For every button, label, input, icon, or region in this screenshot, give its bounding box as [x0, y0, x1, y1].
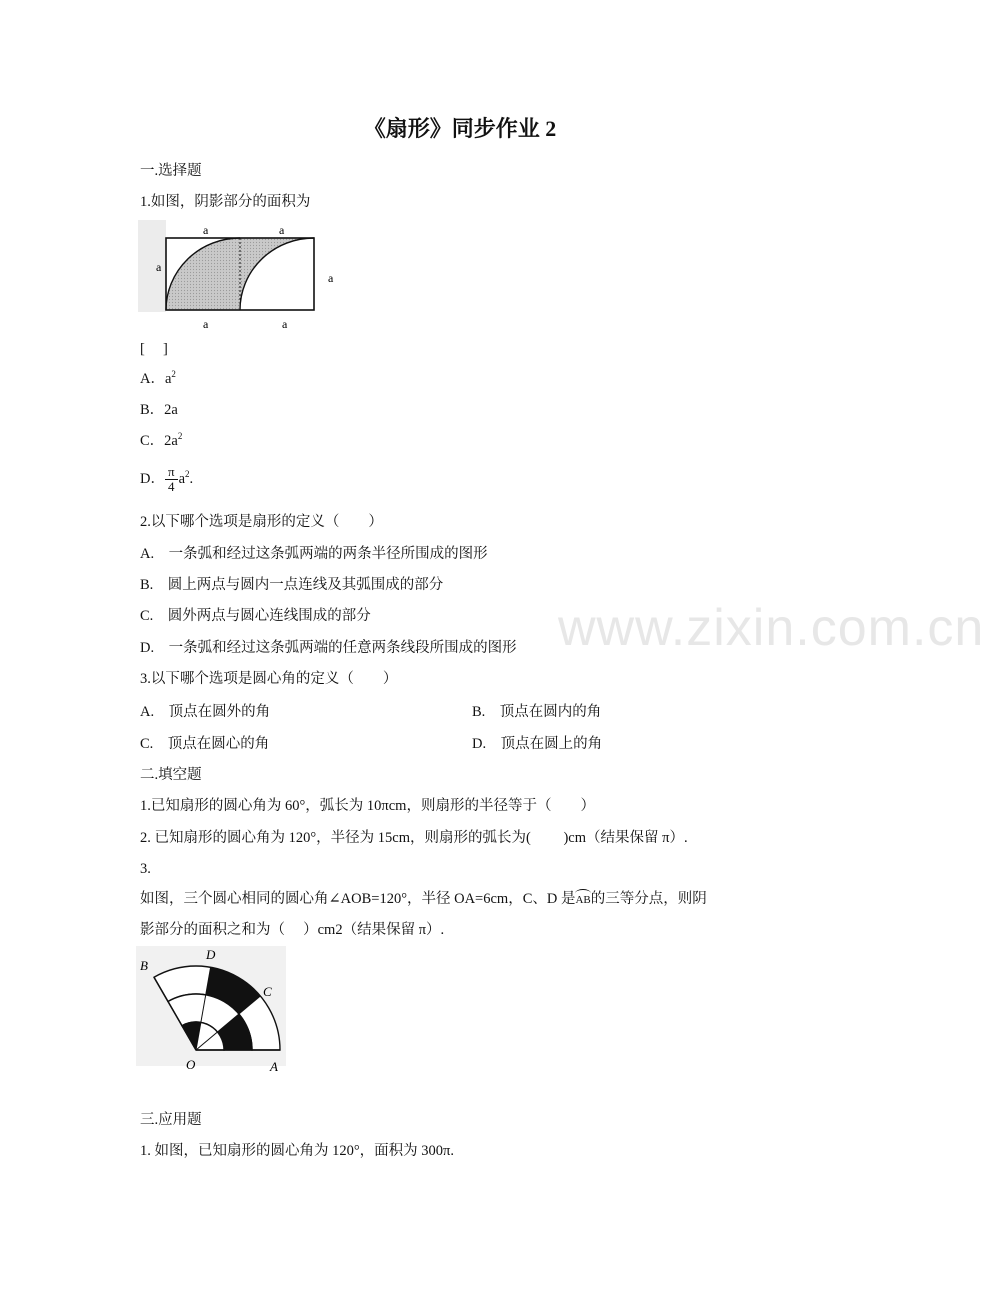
figure-shaded-rectangle: [138, 220, 348, 335]
q1-3-option-c: C. 顶点在圆心的角: [140, 736, 270, 752]
q1-2-text: 2.以下哪个选项是扇形的定义（ ）: [140, 514, 383, 530]
q1-3-option-b: B. 顶点在圆内的角: [472, 704, 602, 720]
figure-bg-left: [138, 220, 166, 312]
section3-heading: 三.应用题: [140, 1112, 202, 1128]
q1-1-option-d: [140, 465, 193, 494]
option-c-base: 2a: [164, 433, 178, 449]
q2-3-number: 3.: [140, 861, 151, 877]
q1-2-option-d: D. 一条弧和经过这条弧两端的任意两条线段所围成的图形: [140, 640, 517, 656]
q1-3-option-d: D. 顶点在圆上的角: [472, 736, 603, 752]
section1-heading: 一.选择题: [140, 163, 202, 179]
q1-2-option-b: B. 圆上两点与圆内一点连线及其弧围成的部分: [140, 577, 444, 593]
q3-1-text: 1. 如图，已知扇形的圆心角为 120°，面积为 300π.: [140, 1143, 454, 1159]
q1-2-option-c: C. 圆外两点与圆心连线围成的部分: [140, 608, 371, 624]
figure-concentric-sectors: [136, 946, 286, 1076]
q2-3-line1-part-b: 的三等分点，则阴: [590, 891, 707, 907]
document-title: 《扇形》同步作业 2: [363, 116, 557, 141]
label-left: a: [156, 260, 162, 274]
fraction-numerator: π: [165, 465, 178, 480]
arc-ab-symbol: AB: [575, 889, 590, 906]
shaded-right-part: [240, 238, 314, 310]
option-a-base: a: [164, 371, 172, 387]
label-right: a: [328, 271, 334, 285]
q1-2-option-a: A. 一条弧和经过这条弧两端的两条半径所围成的图形: [140, 546, 488, 562]
option-d-tail: .: [189, 470, 194, 487]
option-a-prefix: A．: [140, 371, 165, 387]
option-d-fraction: [165, 465, 178, 494]
option-d-exp: 2: [185, 469, 190, 479]
shaded-left-part: [166, 238, 240, 310]
q1-3-text: 3.以下哪个选项是圆心角的定义（ ）: [140, 671, 398, 687]
answer-bracket: [ ]: [140, 341, 168, 357]
q1-1-text: 1.如图，阴影部分的面积为: [140, 194, 311, 210]
q1-3-option-a: A. 顶点在圆外的角: [140, 704, 271, 720]
q2-3-line1: [140, 889, 707, 908]
label-bottom-right: a: [282, 317, 288, 331]
label-c: C: [263, 984, 272, 999]
q1-1-option-b: B．2a: [140, 402, 178, 418]
option-d-prefix: D．: [140, 470, 165, 487]
q1-1-option-c: [140, 432, 182, 450]
label-a: A: [270, 1059, 278, 1074]
q2-1-text: 1.已知扇形的圆心角为 60°，弧长为 10πcm，则扇形的半径等于（ ）: [140, 798, 595, 814]
option-a-exp: 2: [171, 369, 176, 380]
label-top-left: a: [203, 223, 209, 237]
section2-heading: 二.填空题: [140, 767, 202, 783]
fraction-denominator: 4: [168, 479, 175, 494]
option-d-base: a: [178, 470, 185, 487]
q2-2-text: 2. 已知扇形的圆心角为 120°，半径为 15cm，则扇形的弧长为( )cm（结果保留 π）.: [140, 830, 688, 846]
label-d: D: [206, 947, 216, 962]
label-b: B: [140, 958, 148, 973]
q2-3-line1-part-a: 如图，三个圆心相同的圆心角∠AOB=120°，半径 OA=6cm，C、D 是: [140, 891, 576, 907]
option-c-exp: 2: [177, 431, 183, 442]
watermark: www.zixin.com.cn: [558, 599, 984, 657]
label-top-right: a: [279, 223, 285, 237]
q2-3-line2: 影部分的面积之和为（ ）cm2（结果保留 π）.: [140, 922, 445, 938]
label-o: O: [186, 1057, 196, 1072]
q1-1-option-a: [140, 370, 176, 388]
option-c-prefix: C．: [140, 433, 165, 449]
label-bottom-left: a: [203, 317, 209, 331]
